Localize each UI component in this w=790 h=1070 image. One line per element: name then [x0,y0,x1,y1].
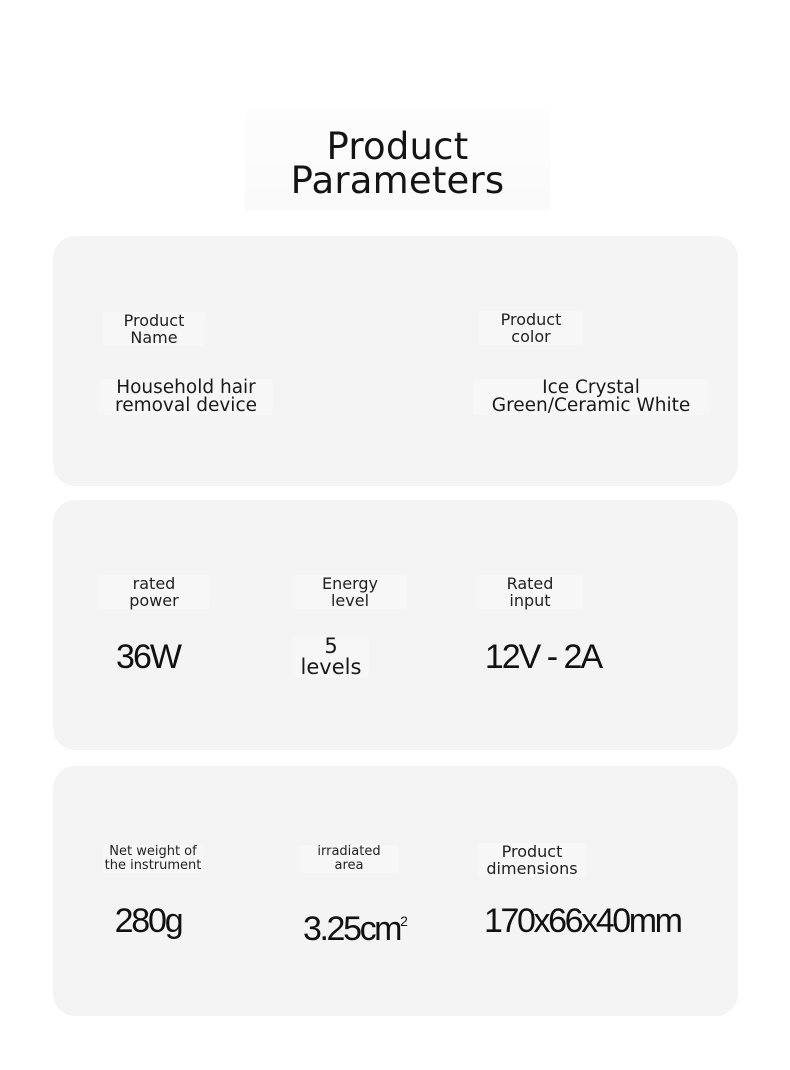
parameters-card-name-color [53,236,738,486]
title-line-1: Product [326,125,469,168]
parameters-card-power [53,500,738,750]
irradiated-area-value [303,903,439,947]
irradiated-area-label: irradiated area [299,845,399,873]
product-color-value: Ice Crystal Green/Ceramic White [473,379,709,415]
rated-input-label: Rated input [477,575,583,609]
area-unit-superscript: 2 [400,913,408,929]
rated-power-label: rated power [98,575,210,609]
energy-level-label: Energy level [293,575,407,609]
rated-power-value: 36W [116,638,180,676]
parameters-card-physical [53,766,738,1016]
product-color-label: Product color [479,311,583,345]
irradiated-area-number: 3.25cm [303,910,401,948]
title-line-2: Parameters [290,159,505,202]
product-dimensions-value: 170x66x40mm [484,902,681,940]
energy-level-value: 5 levels [293,636,369,678]
product-name-value: Household hair removal device [99,379,273,415]
net-weight-label: Net weight of the instrument [104,844,202,873]
net-weight-value: 280g [114,902,182,940]
page-title [245,108,550,210]
product-dimensions-label: Product dimensions [478,843,586,877]
product-name-label: Product Name [103,312,205,346]
rated-input-value: 12V - 2A [484,638,602,676]
